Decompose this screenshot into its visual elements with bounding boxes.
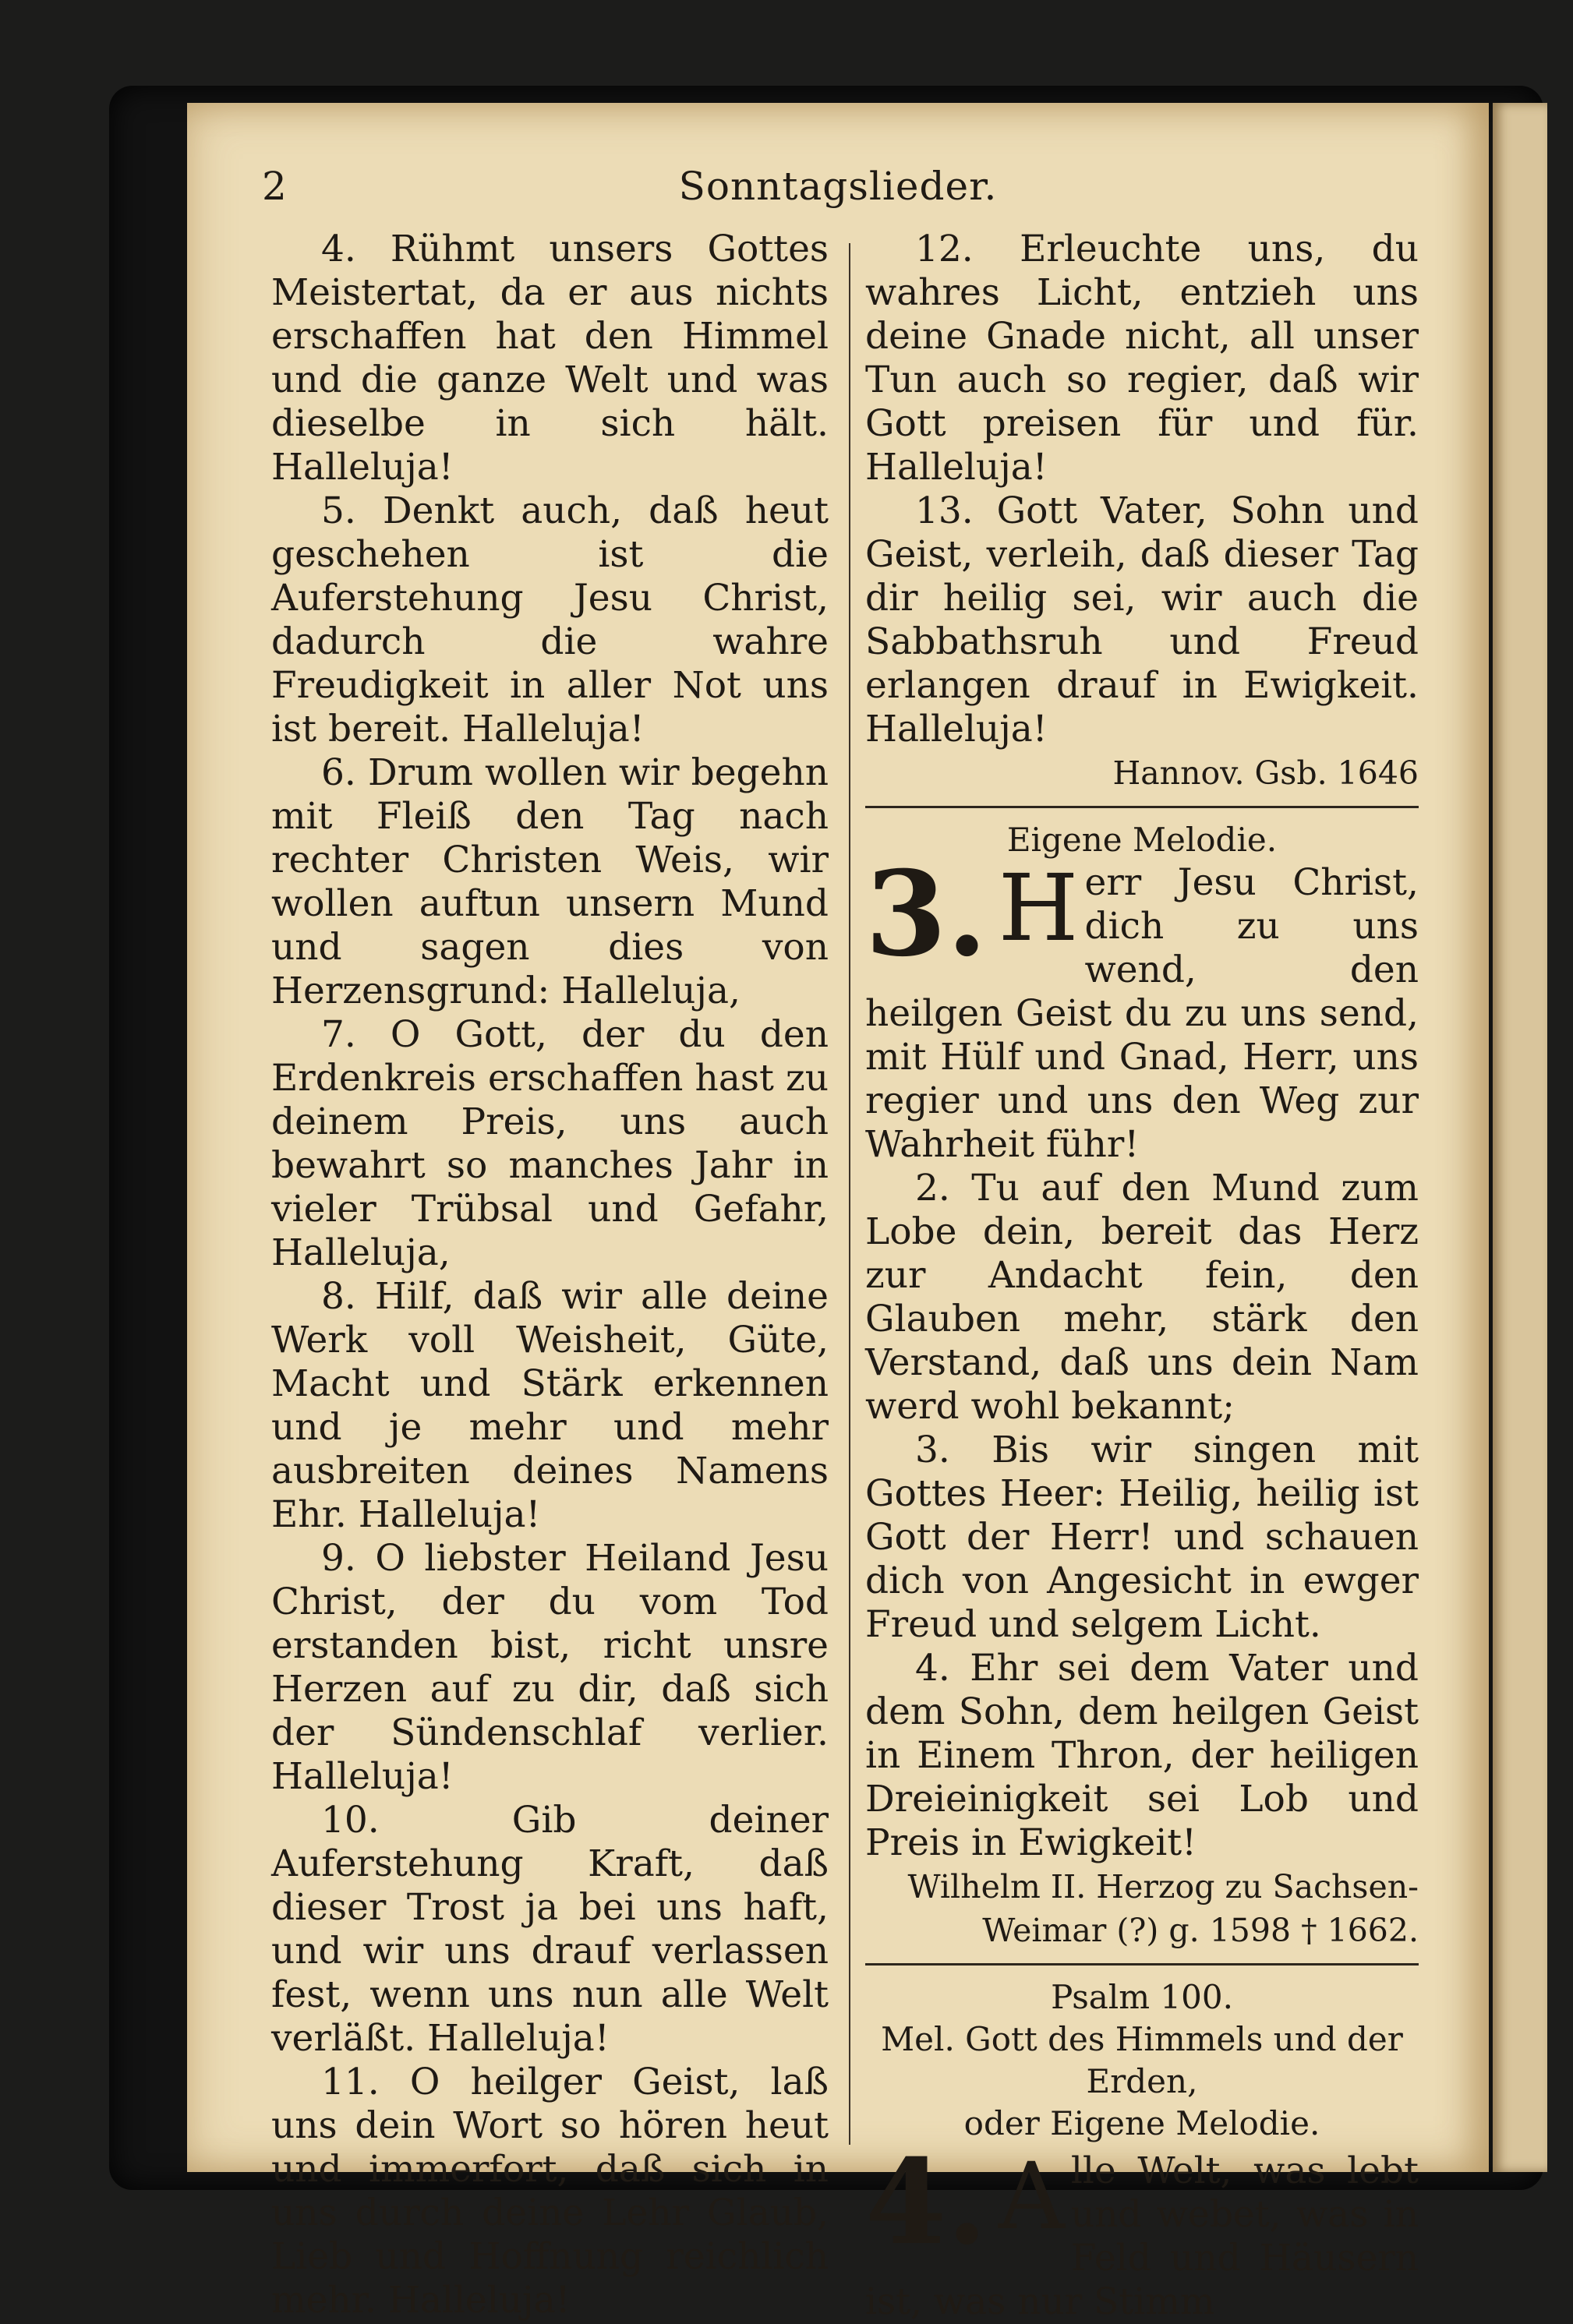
hymn-first-verse: [865, 2134, 1419, 2324]
hymn-attribution: Weimar (?) g. 1598 † 1662.: [982, 1912, 1419, 1949]
verse: 3. Bis wir singen mit Gottes Heer: Heilig, heilig ist Gott der Herr! und schauen dich von Angesicht in ewger Freud und selgem Licht.: [865, 1429, 1419, 1646]
hymn-first-verse-text: lle Welt, was lebt und webet, was in Feld und Häusern ist, was nur Stimm: [865, 2149, 1419, 2323]
hymn-first-verse-text: err Jesu Christ, dich zu uns wend, den heilgen Geist du zu uns send, mit Hülf und Gnad, Herr, uns regier und uns den Weg zur Wahrheit führ!: [865, 861, 1419, 1166]
right-column: [865, 228, 1419, 2324]
section-rule: [865, 1963, 1419, 1966]
verse: 13. Gott Vater, Sohn und Geist, verleih, daß dieser Tag dir heilig sei, wir auch die Sabbathsruh und Freud erlangen drauf in Ewigkeit. Halleluja!: [865, 489, 1419, 751]
verse: 5. Denkt auch, daß heut geschehen ist die Auferstehung Jesu Christ, dadurch die wahre Freudigkeit in aller Not uns ist bereit. Halleluja!: [271, 489, 829, 751]
hymn-number: 3.: [865, 846, 988, 983]
left-column: [271, 228, 829, 2322]
page-title: Sonntagslieder.: [678, 164, 998, 209]
verse: 8. Hilf, daß wir alle deine Werk voll Weisheit, Güte, Macht und Stärk erkennen und je mehr und mehr ausbreiten deines Namens Ehr. Halleluja!: [271, 1275, 829, 1536]
melody-caption: Eigene Melodie.: [1006, 821, 1278, 859]
drop-cap: H: [998, 854, 1079, 962]
verse: 6. Drum wollen wir begehn mit Fleiß den Tag nach rechter Christen Weis, wir wollen auftun unsern Mund und sagen dies von Herzensgrund: Halleluja,: [271, 751, 829, 1012]
hymn-number: 4.: [865, 2134, 988, 2271]
next-page-edge: [1493, 103, 1547, 2172]
drop-cap: A: [998, 2142, 1065, 2250]
hymn-attribution: Wilhelm II. Herzog zu Sachsen-: [907, 1868, 1419, 1905]
verse: 9. O liebster Heiland Jesu Christ, der du vom Tod erstanden bist, richt unsre Herzen auf zu dir, daß sich der Sündenschlaf verlier. Halleluja!: [271, 1537, 829, 1798]
psalm-caption: Psalm 100.: [1051, 1978, 1233, 2016]
column-divider: [849, 243, 850, 2145]
verse: 4. Ehr sei dem Vater und dem Sohn, dem heilgen Geist in Einem Thron, der heiligen Dreieinigkeit sei Lob und Preis in Ewigkeit!: [865, 1647, 1419, 1864]
book-page: [187, 103, 1489, 2323]
melody-caption: oder Eigene Melodie.: [963, 2104, 1320, 2142]
verse: 12. Erleuchte uns, du wahres Licht, entzieh uns deine Gnade nicht, all unser Tun auch so regier, daß wir Gott preisen für und für. Halleluja!: [865, 228, 1419, 489]
section-rule: [865, 806, 1419, 808]
verse: 2. Tu auf den Mund zum Lobe dein, bereit das Herz zur Andacht fein, den Glauben mehr, stärk den Verstand, daß uns dein Nam werd wohl bekannt;: [865, 1167, 1419, 1428]
verse: 11. O heilger Geist, laß uns dein Wort so hören heut und immerfort, daß sich in uns durch deine Lehr Glaub, Lieb und Hoffnung reichlich mehr. Halleluja!: [271, 2061, 829, 2322]
verse: 4. Rühmt unsers Gottes Meistertat, da er aus nichts erschaffen hat den Himmel und die ganze Welt und was dieselbe in sich hält. Halleluja!: [271, 228, 829, 489]
hymn-attribution: Hannov. Gsb. 1646: [1112, 754, 1419, 792]
hymn-first-verse: [865, 846, 1419, 1167]
verse: 10. Gib deiner Auferstehung Kraft, daß dieser Trost ja bei uns haft, und wir uns drauf verlassen fest, wenn uns nun alle Welt verläßt. Halleluja!: [271, 1799, 829, 2060]
melody-caption: Mel. Gott des Himmels und der Erden,: [881, 2020, 1403, 2100]
page-number: 2: [262, 164, 287, 209]
verse: 7. O Gott, der du den Erdenkreis erschaffen hast zu deinem Preis, uns auch bewahrt so manches Jahr in vieler Trübsal und Gefahr, Halleluja,: [271, 1013, 829, 1274]
